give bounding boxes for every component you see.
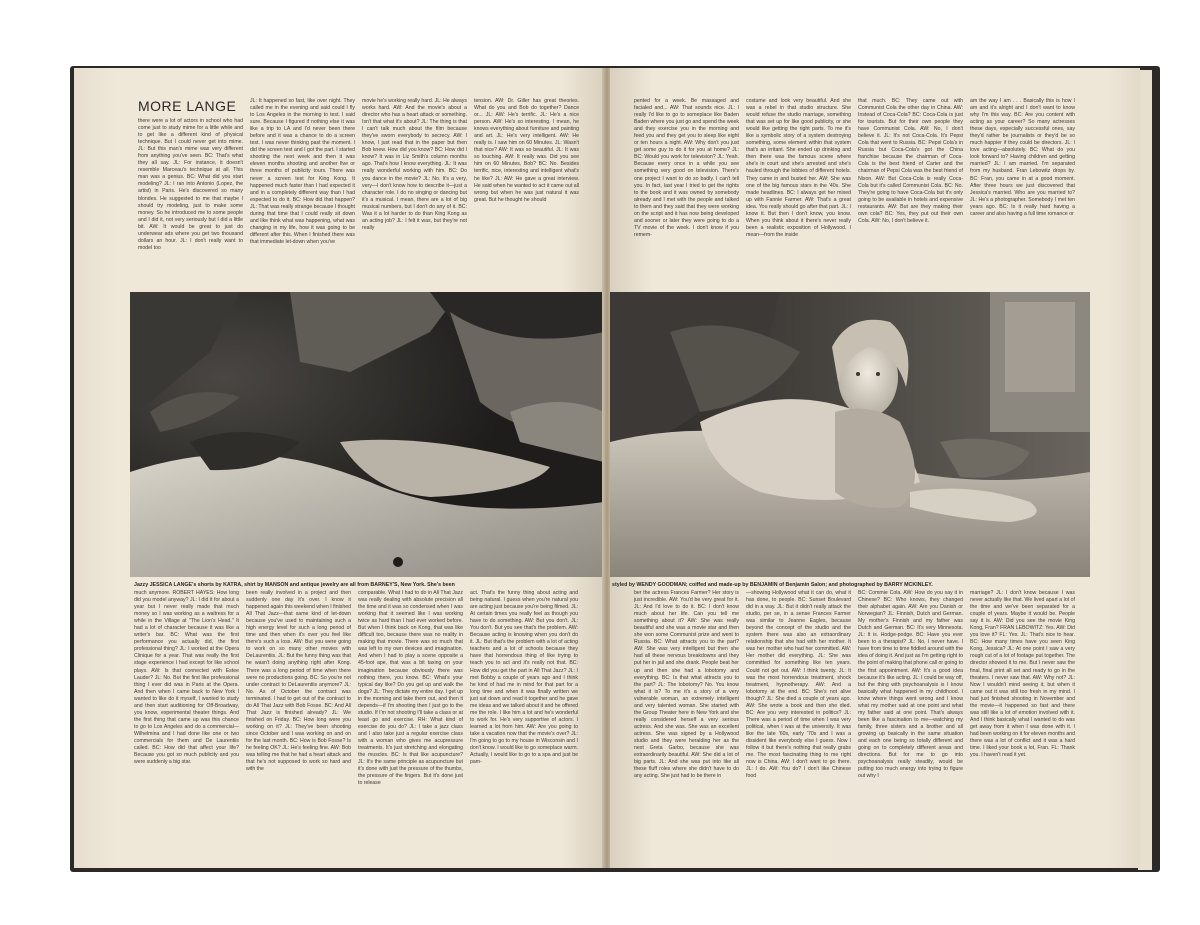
- right-bottom-column-4: marriage? JL: I don't know because I was never actually like that. We lived apart a lot of the time and we've been separated for a couple of years. Maybe it would be. People say it is. AW: Did you see the movie King Kong, Fran? FRAN LEBOWITZ: Yes. AW: Did you love it? FL: Yes. JL: That's nice to hear. BC: How many times have you seen King Kong, Jessica? JL: At one point I saw a very rough cut of a lot of footage put together. The director showed it to me. But I never saw the final, final print all set and ready to go in the theaters. I never saw that. AW: Why not? JL: Now I wouldn't mind seeing it, but when it came out it was still too fresh in my mind. I had just finished shooting in November and the movie—it happened so fast and there was still like a lot of emotion involved with it. And I think basically what I wanted to do was get away from it when I was done with it. I had been working on it for eleven months and there was a lot of conflict and it was a hard time. I liked your book a lot, Fran. FL: Thank you. I haven't read it yet.: [970, 590, 1075, 759]
- right-bottom-column-2: —showing Hollywood what it can do, what it has done, to people. BC: Sunset Boulevard did in a way. JL: But it didn't really attack the studio, per se, in a sense Frances Farmer was similar to Jeanne Eagles, because beyond the concept of the studio and the system there was also an extraordinary relationship that she had with her mother. It was her mother who had her committed. AW: Her mother did everything. JL: She was committed for something like ten years. Could not get out. AW: I think twenty. JL: It was the most horrendous treatment, shock treatment, hypnotherapy. AW: And a lobotomy at the end. BC: She's not alive though? JL: She died a couple of years ago. AW: She wrote a book and then she died. BC: Are you very interested in politics? JL: There was a period of time when I was very political, when I was at the university. It was like the late '60s, early '70s and I was a dissident like everybody else I guess. Now I follow it but there's nothing that really grabs me. The most fascinating thing to me right now is China. AW: I don't want to go there. JL: I do. AW: You do? I don't like Chinese food: [746, 590, 851, 780]
- left-top-column-4: tension. AW: Dr. Giller has great theories. What do you and Bob do together? Dance or... JL: AW: He's terrific. JL: He's a nice person. AW: He's so interesting. I mean, he knows everything about furniture and painting and art. JL: He's very intelligent. AW: He really is. I saw him on 60 Minutes. JL: Wasn't that nice? AW: It was so beautiful. JL: It was so touching. AW: It really was. Did you see him on 60 Minutes, Bob? BC: No. Besides terrific, nice, interesting and intelligent what's he like? JL: AW: He gave a great interview. He said when he wanted to act it came out all wrong but when he was just natural it was great. But he thought he should: [474, 98, 579, 203]
- photo-right-half: [610, 292, 1090, 577]
- right-bottom-column-1: ber the actress Frances Farmer? Her story is just incredible. AW: You'd be very great for it. JL: And I'd love to do it. BC: I don't know much about her life. Can you tell me something about it? AW: She was really beautiful and she was a movie star and then she won some Communist prize and went to Russia. BC: What attracts you to the part? AW: She was very intelligent but then she had all these nervous breakdowns and they put her in jail and she drank. People beat her up and then she had a lobotomy and everything. BC: Is that what attracts you to the part? JL: The lobotomy? No. You know what it is? To me it's a story of a very vulnerable woman, an extremely intelligent and very talented woman. She started with the Group Theater here in New York and she really considered herself a very serious actress. And she was. She was an excellent actress. She was signed by a Hollywood studio and they were heralding her as the next Greta Garbo, because she was extraordinarily beautiful. AW: She did a lot of big parts. JL: And she was put into like all these fluff roles where she didn't have to do any acting. She just had to be there in: [634, 590, 739, 780]
- right-top-column-1: pented for a week. Be massaged and facialed and... AW: That sounds nice. JL: I really I'd like to go to someplace like Baden Baden where you just go and spend the week and they exercise you in the morning and feed you and they get you to sleep like eight or ten hours a night. AW: Why don't you just get some guy to do it for you at home? JL: BC: Would you work for television? JL: Yeah. Because every once in a while you see something very good on television. There's one project I want to do so badly. I can't tell you. In fact, last year I tried to get the rights to the book and it was owned by somebody already and I met with the people and talked to them and they said that they were working on the script and it has now being developed and sooner or later they were going to do a TV movie of the week. I don't know if you remem-: [634, 98, 739, 238]
- article-title: MORE LANGE: [138, 98, 237, 114]
- photo-caption-right: styled by WENDY GOODMAN; coiffed and made-up by BENJAMIN of Benjamin Salon; and photographed by BARRY MCKINLEY.: [612, 582, 933, 588]
- right-page: [610, 68, 1140, 868]
- left-bottom-column-1: much anymore. ROBERT HAYES: How long did you model anyway? JL: I did it for about a year but I never really made that much money so I was working as a waitress for a while in the Village at "The Lion's Head." It had a lot of character because it was like a writer's bar. BC: What was the first performance you actually did, the first professional thing? JL: I worked at the Opera Clinique for a year. That was really the first stage experience I had except for like school plays. AW: Is that connected with Estee Lauder? JL: No. But the first like professional thing I ever did was in Paris at the Opera. And then when I came back to New York I wanted to like do it myself, I wanted to study and then start auditioning for Off-Broadway, you know, experimental theater things. And the first thing that came up was this chance to go to Los Angeles and do a commercial—Wilhelmina and I had done like one or two commercials for them and De Laurentiis called. BC: How did that affect your life? Because you got so much publicity and you were suddenly a big star.: [134, 590, 239, 766]
- right-top-column-2: costume and look very beautiful. And she was a rebel in that studio structure. She would refuse the studio marriage, something that was set up for like good publicity, or she would like getting the right parts. To me it's like a symbolic story of a system destroying something, some element within that system that's an irritant. She ended up drinking and then there was the famous scene where she's in court and she's arrested and she's hauled through the lobbies of different hotels. They came in and busted her. AW: She was one of the big famous stars in the '40s. She made headlines. BC: I always get her mixed up with Fannie Farmer. AW: That's a great idea. You really should go after that part. JL: I know it. But then I don't know, you know. When you think about it there's never really been a realistic exposition of Hollywood. I mean—from the inside: [746, 98, 851, 238]
- left-top-column-3: movie he's working really hard. JL: He always works hard. AW: And the movie's about a director who has a heart attack or something. Isn't that what it's about? JL: The thing is that I can't talk much about the film because they've sworn everybody to secrecy. AW: I know, I just read that in the paper but then Bob knew. How did you know? BC: How did I know? It was in Liz Smith's column months ago. That's how I know everything. JL: It was really wonderful working with him. BC: Do you dance in the movie? JL: No. It's a very, very—I don't know how to describe it—just a character role. I do no singing or dancing but it's a musical. I mean, there are a lot of big musical numbers, but I don't do any of it. BC: Was it a lot harder to do than King Kong as an acting job? JL: I felt it was, but they're not really: [362, 98, 467, 231]
- right-top-column-4: am the way I am . . . Basically this is how I am and it's alright and I don't want to know why I'm this way. BC: Are you content with acting as your career? So many actresses these days, especially successful ones, say they'd rather be journalists or they'd be so much happier if they could be directors. JL: I love acting—absolutely. BC: What do you look forward to? Having children and getting married? JL: I am married. I'm separated from my husband. Fran Lebowitz drops by. BC: Fran, you came in at a good moment. After three hours we just discovered that Jessica's married. Who are you married to? JL: He's a photographer. Somebody I met ten years ago. BC: Is it really hard having a career and also having a full time romance or: [970, 98, 1075, 217]
- left-page: [74, 68, 604, 868]
- left-top-column-2: JL: It happened so fast, like over night. They called me in the evening and said could I fly to Los Angeles in the morning to test. I said sure. Because I figured if nothing else it was like a trip to LA and I'd never been there before and it was a chance to do a screen test. I was never thinking past the moment. I did the screen test and I got the part. I started shooting the next week and then it was eleven months shooting and another five or three months of publicity tours. There was never a screen test for King Kong. It happened much faster than I had expected it and in a completely different way than I had expected to do it. BC: How did that happen? JL: That was really strange because I thought during that time that I could really sit down and like think what was happening, what was changing in my life, how it was going to be different after this. When I finished there was that immediate let-down when you've: [250, 98, 355, 245]
- right-bottom-column-3: BC: Commie Cola. AW: How do you say it in Chinese? BC: Who knows, they changed their alphabet again. AW: Are you Danish or Norwegian? JL: Finnish, Dutch and German. My mother's Finnish and my father was Dutch and German. BC: It's very Minnesota. JL: It is. Hodge-podge. BC: Have you ever been to a therapist? JL: No, I never have. I have from time to time fiddled around with the idea of doing it. And just as I'm getting right to the point of making that phone call or going to the first appointment. AW: It's a good idea because it's like acting. JL: I could be way off, but the thing with psychoanalysis is I know basically what happened in my childhood. I know where things went wrong and I know what my mother said at one point and what my father said at one point. That's always been like a fascination to me—watching my family, three sisters and a brother and all growing up basically in the same situation and each one being so totally different and going on to completely different areas and directions. But for me to go into psychoanalysis really steadily, would be putting too much energy into trying to figure out why I: [858, 590, 963, 780]
- left-top-column-1: there were a lot of actors in school who had come just to study mime for a little while and to get like a different kind of physical technique. But I could never get into mime. JL: But this man's mime was very different from anything you've seen. BC: That's what they all say. JL: For instance, it doesn't resemble Marceau's technique at all. This man was a genius. BC: What did you start modeling? JL: I ran into Antonio (Lopez, the artist) in Paris. He's discovered so many blondes. He suggested to me that maybe I should try modeling, just to make some money. So he introduced me to some people and I did it, not very seriously but I did a little bit. AW: It would be great to just do underwear ads where you get two thousand dollars an hour. JL: I don't really want to model too: [138, 118, 243, 251]
- right-top-column-3: that much. BC: They came out with Communist Cola the other day in China. AW: Instead of Coca-Cola? BC: Coca-Cola is just for tourists. But for their own people they have Communist Cola. AW: No, I don't believe it. JL: It's not Coca-Cola. It's Pepsi Cola that went to Russia. BC: Pepsi Cola's in Russia but Coca-Cola's got the China franchise because the chairman of Coca-Cola is the best friend of Carter and the chairman of Pepsi Cola was the best friend of Nixon. AW: But Coca-Cola is really Coca-Cola but it's called Communist Cola. BC: No. They're going to have Coca-Cola but it's only going to be available in hotels and expensive restaurants. AW: But are they making their own cola? BC: Yes, they put out their own Cola. AW: No, I don't believe it.: [858, 98, 963, 224]
- photo-left-half: [130, 292, 604, 577]
- page-edges: [1138, 70, 1152, 870]
- left-bottom-column-4: act. That's the funny thing about acting and being natural. I guess when you're natural you are acting just because you're being filmed. JL: At certain times you really feel as though you have to do something. AW: But you don't. JL: You don't. But you see that's the problem. AW: Because acting is knowing when you don't do it. JL: But that's the problem with a lot of acting teachers and a lot of schools because they have that horrendous thing of like trying to teach you to act and it's really not that. BC: How did you get the part in All That Jazz? JL: I met Bobby a couple of years ago and I think he kind of had me in mind for that part for a long time and when it was finally written we just sat down and read it together and he gave me ideas and we talked about it and he offered me the role. I like him a lot and he's wonderful to work for. He's very supportive of actors. I learned a lot from him. AW: Are you going to take a vacation now that the movie's over? JL: I'm going to go to my house in Wisconsin and I don't know. I would like to go someplace warm. Actually, I would like to go to a spa and just be pam-: [470, 590, 578, 766]
- photo-caption-left: Jazzy JESSICA LANGE's shorts by KATRA, shirt by MANSON and antique jewelry are all from BARNEY'S, New York. She's been: [134, 582, 455, 588]
- left-bottom-column-3: comparable. What I had to do in All That Jazz was really dealing with absolute precision all the time and it was so condensed when I was working that it seemed like I was working twice as hard than I had ever worked before. But when I think back on Kong, that was like difficult too, because there was no reality in making that movie. There was so much that was left to my own devices and imagination. And when I had to play a scene opposite a 45-foot ape, that was a bit taxing on your imagination because obviously there was nothing there, you know. BC: What's your typical day like? Do you get up and walk the dogs? JL: They dictate my entire day. I get up in the morning and take them out, and then it depends—if I'm shooting then I just go to the studio. If I'm not shooting I'll take a class or at least go and exercise. RH: What kind of exercise do you do? JL: I take a jazz class and I also take just a regular exercise class with a woman who gives me acupressure treatments. It's just stretching and elongating the muscles. BC: Is that like acupuncture? JL: It's the same principle as acupuncture but it's done with just the pressure of the thumbs, the pressure of the fingers. But it's done just to release: [358, 590, 463, 787]
- left-bottom-column-2: been really involved in a project and then suddenly one day it's over. I know it happened again this weekend when I finished All That Jazz—that same kind of let-down because you've used to maintaining such a high energy level for such a long period of time and then when it's over you feel like there's such a loss. AW: But you were going to work on so many other movies with DeLaurentiis. JL: But the funny thing was that he wasn't doing anything right after Kong. There was a long period of time when there were no productions going. BC: So you're not under contract to DeLaurentiis anymore? JL: No. As of October the contract was terminated. I had to get out of the contract to do All That Jazz with Bob Fosse. BC: And All That Jazz is finished already? JL: We finished on Friday. BC: How long were you working on it? JL: They've been shooting since October and I was working on and on for the last month. BC: How is Bob Fosse? Is he feeling OK? JL: He's feeling fine. AW: Bob was telling me that he had a heart attack and that he's not supposed to work so hard and with the: [246, 590, 351, 773]
- magazine-spread: [74, 68, 1140, 868]
